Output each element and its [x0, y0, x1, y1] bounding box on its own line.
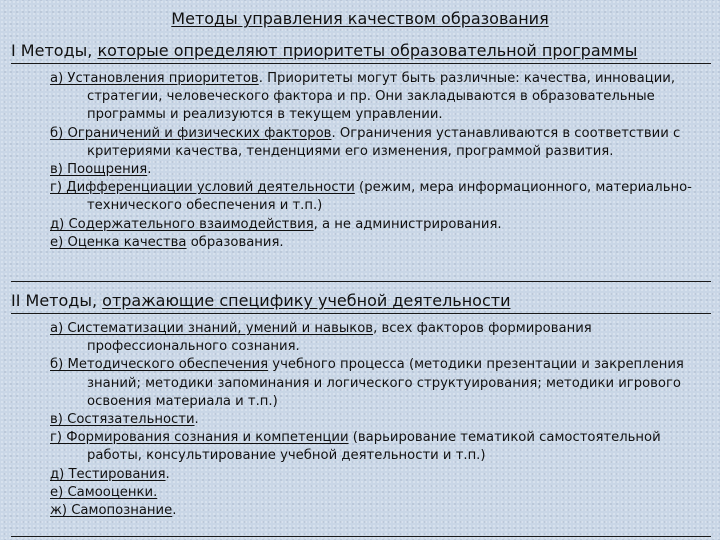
- item-term: д) Тестирования: [50, 466, 166, 482]
- list-item: [11, 216, 711, 234]
- section-2-heading-prefix: II Методы,: [11, 291, 103, 310]
- list-item: [11, 484, 711, 502]
- item-text: .: [194, 412, 199, 428]
- list-item: [11, 466, 711, 484]
- item-term: а) Систематизации знаний, умений и навыков: [50, 321, 374, 336]
- item-text: .: [147, 162, 152, 178]
- item-text: , всех факторов формирования профессионального сознания.: [87, 321, 592, 355]
- slide-title-text: Методы управления качеством образования: [171, 9, 549, 28]
- section-2-list: [11, 314, 711, 520]
- list-item: [11, 320, 711, 356]
- section-1-heading: [11, 41, 637, 61]
- slide-title: [0, 9, 720, 29]
- item-text: (режим, мера информационного, материально-технического обеспечения и т.п.): [87, 180, 692, 214]
- section-2-heading-underlined: отражающие специфику учебной деятельности: [102, 291, 511, 310]
- list-item: [11, 411, 711, 429]
- list-item: [11, 356, 711, 411]
- list-item: [11, 429, 711, 465]
- item-text: учебного процесса (методики презентации и закрепления знаний; методики запоминания и логического структуирования; методики игрового освоения материала и т.п.): [87, 357, 684, 409]
- list-item: [11, 125, 711, 161]
- item-text: . Приоритеты могут быть различные: качества, инновации, стратегии, человеческого фактора и пр. Они закладываются в образовательные программы и реализуются в текущем управлении.: [87, 71, 676, 123]
- item-term: б) Методического обеспечения: [50, 357, 269, 373]
- list-item: [11, 161, 711, 179]
- list-item: [11, 234, 711, 252]
- item-term: а) Установления приоритетов: [50, 71, 259, 86]
- item-term: б) Ограничений и физических факторов: [50, 125, 332, 141]
- item-text: образования.: [186, 234, 284, 250]
- item-term: в) Состязательности: [50, 412, 195, 428]
- item-term: д) Содержательного взаимодействия: [50, 216, 314, 232]
- section-2-box: [11, 313, 711, 537]
- section-1-heading-prefix: I Методы,: [11, 41, 98, 60]
- list-item: [11, 502, 711, 520]
- item-term: е) Самооценки.: [50, 484, 158, 500]
- item-text: . Ограничения устанавливаются в соответствии с критериями качества, тенденциями его изменения, программой развития.: [87, 125, 681, 159]
- section-1-box: [11, 63, 711, 282]
- list-item: [11, 179, 711, 215]
- item-text: .: [165, 466, 170, 482]
- list-item: [11, 70, 711, 125]
- section-1-heading-underlined: которые определяют приоритеты образовательной программы: [97, 41, 638, 60]
- section-2-heading: [11, 291, 510, 311]
- item-term: г) Дифференциации условий деятельности: [50, 180, 355, 196]
- item-term: в) Поощрения: [50, 162, 148, 178]
- item-term: е) Оценка качества: [50, 234, 187, 250]
- item-text: .: [172, 503, 177, 519]
- item-text: (варьирование тематикой самостоятельной работы, консультирование учебной деятельности и т.п.): [87, 430, 661, 464]
- section-1-list: [11, 64, 711, 252]
- item-term: ж) Самопознание: [50, 503, 173, 519]
- item-term: г) Формирования сознания и компетенции: [50, 430, 349, 446]
- item-text: , а не администрирования.: [313, 216, 502, 232]
